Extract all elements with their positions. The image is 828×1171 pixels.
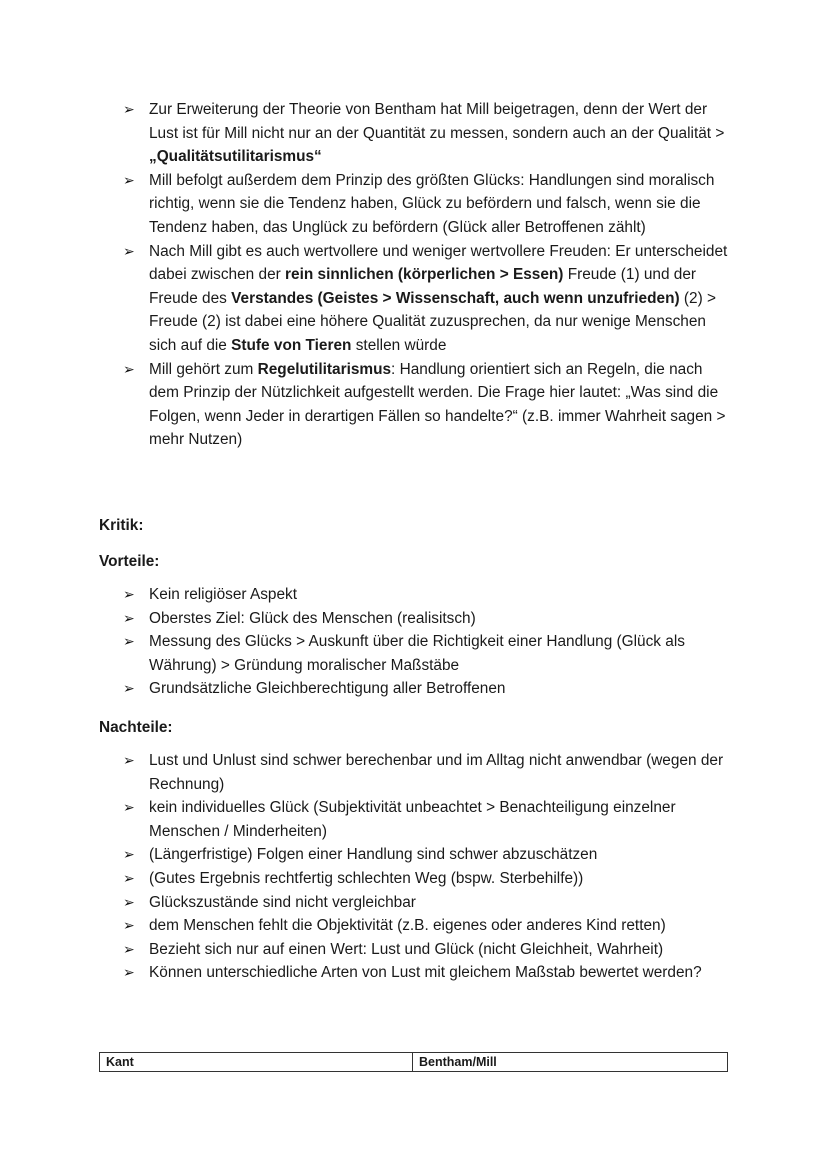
list-item: ➢ Grundsätzliche Gleichberechtigung aller Betroffenen [122, 677, 732, 701]
vorteile-bullet-list [122, 583, 732, 701]
list-item: ➢ Messung des Glücks > Auskunft über die Richtigkeit einer Handlung (Glück als Währung) > Gründung moralischer Maßstäbe [122, 630, 732, 677]
list-item: ➢ kein individuelles Glück (Subjektivität unbeachtet > Benachteiligung einzelner Menschen / Minderheiten) [122, 796, 732, 843]
list-item: ➢ dem Menschen fehlt die Objektivität (z.B. eigenes oder anderes Kind retten) [122, 914, 732, 938]
list-item: ➢ Oberstes Ziel: Glück des Menschen (realisitsch) [122, 607, 732, 631]
list-item: ➢ Glückszustände sind nicht vergleichbar [122, 891, 732, 915]
list-item: ➢ Zur Erweiterung der Theorie von Bentham hat Mill beigetragen, denn der Wert der Lust ist für Mill nicht nur an der Quantität zu messen, sondern auch an der Qualität > „Qualitätsutilitarismus“ [122, 98, 732, 169]
arrow-bullet-icon: ➢ [123, 101, 135, 117]
nachteile-bullet-list [122, 749, 732, 985]
arrow-bullet-icon: ➢ [123, 964, 135, 981]
list-item: ➢ (Längerfristige) Folgen einer Handlung sind schwer abzuschätzen [122, 843, 732, 867]
arrow-bullet-icon: ➢ [123, 799, 135, 816]
arrow-bullet-icon: ➢ [123, 171, 135, 188]
kritik-heading: Kritik: [99, 517, 144, 534]
table-header-bentham-mill: Bentham/Mill [419, 1055, 497, 1069]
list-item: ➢ Bezieht sich nur auf einen Wert: Lust und Glück (nicht Gleichheit, Wahrheit) [122, 938, 732, 962]
list-item: ➢ Lust und Unlust sind schwer berechenbar und im Alltag nicht anwendbar (wegen der Rechnung) [122, 749, 732, 796]
list-item: ➢ Mill befolgt außerdem dem Prinzip des größten Glücks: Handlungen sind moralisch richtig, wenn sie die Tendenz haben, Glück zu befördern und falsch, wenn sie die Tendenz haben, das Unglück zu befördern (Glück aller Betroffenen zählt) [122, 169, 732, 240]
arrow-bullet-icon: ➢ [123, 586, 135, 602]
list-item: ➢ Können unterschiedliche Arten von Lust mit gleichem Maßstab bewertet werden? [122, 961, 732, 985]
vorteile-heading: Vorteile: [99, 553, 160, 570]
arrow-bullet-icon: ➢ [123, 242, 135, 259]
list-item: ➢ Kein religiöser Aspekt [122, 583, 732, 607]
mill-bullet-list [122, 98, 732, 452]
arrow-bullet-icon: ➢ [123, 917, 135, 934]
arrow-bullet-icon: ➢ [123, 609, 135, 626]
list-item: ➢ Nach Mill gibt es auch wertvollere und weniger wertvollere Freuden: Er unterscheidet dabei zwischen der rein sinnlichen (körperlichen > Essen) Freude (1) und der Freude des Verstandes (Geistes > Wissenschaft, auch wenn unzufrieden) (2) > Freude (2) ist dabei eine höhere Qualität zuzusprechen, da nur wenige Menschen sich auf die Stufe von Tieren stellen würde [122, 240, 732, 358]
arrow-bullet-icon: ➢ [123, 360, 135, 377]
arrow-bullet-icon: ➢ [123, 940, 135, 957]
arrow-bullet-icon: ➢ [123, 893, 135, 910]
comparison-table [99, 1052, 728, 1072]
list-item: ➢ (Gutes Ergebnis rechtfertig schlechten Weg (bspw. Sterbehilfe)) [122, 867, 732, 891]
arrow-bullet-icon: ➢ [123, 846, 135, 863]
arrow-bullet-icon: ➢ [123, 752, 135, 768]
nachteile-heading: Nachteile: [99, 719, 173, 736]
list-item: ➢ Mill gehört zum Regelutilitarismus: Handlung orientiert sich an Regeln, die nach dem Prinzip der Nützlichkeit aufgestellt werden. Die Frage hier lautet: „Was sind die Folgen, wenn Jeder in derartigen Fällen so handelte?“ (z.B. immer Wahrheit sagen > mehr Nutzen) [122, 358, 732, 452]
arrow-bullet-icon: ➢ [123, 869, 135, 886]
arrow-bullet-icon: ➢ [123, 680, 135, 697]
table-header-kant: Kant [100, 1053, 413, 1071]
arrow-bullet-icon: ➢ [123, 633, 135, 650]
